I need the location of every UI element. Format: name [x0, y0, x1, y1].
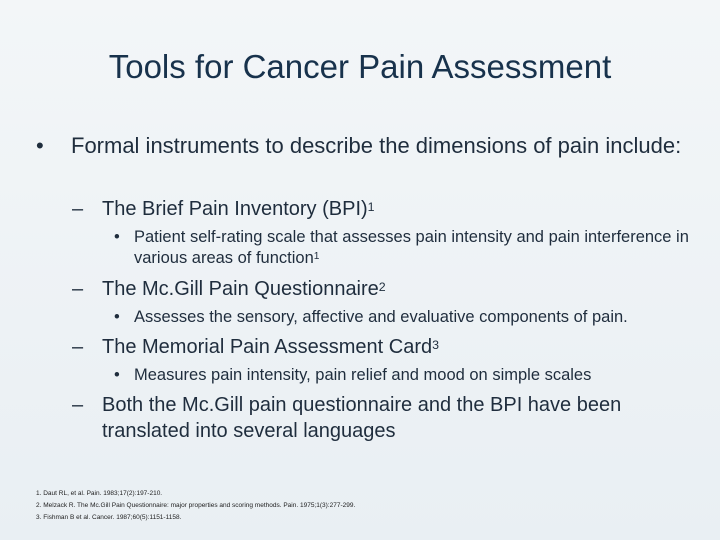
dash-marker: – [72, 394, 84, 416]
main-bullet [36, 132, 696, 159]
dash-marker: – [72, 336, 84, 358]
description-text: Measures pain intensity, pain relief and mood on simple scales [134, 366, 592, 384]
citation-superscript: 2 [378, 279, 386, 294]
citation-superscript: 1 [367, 199, 375, 214]
mcgill-description [114, 307, 694, 328]
dash-marker: – [72, 278, 84, 300]
reference-item: 3. Fishman B et al. Cancer. 1987;60(5):1151-1158. [36, 514, 182, 521]
dash-marker: – [72, 198, 84, 220]
bullet-marker: • [114, 366, 120, 384]
citation-superscript: 3 [432, 337, 440, 352]
description-text: Assesses the sensory, affective and evaluative components of pain. [134, 308, 628, 326]
instrument-mcgill [72, 276, 702, 302]
description-text: Patient self-rating scale that assesses pain intensity and pain interference in various areas of function [134, 228, 689, 267]
note-text: Both the Mc.Gill pain questionnaire and the BPI have been translated into several languages [102, 394, 622, 442]
bpi-description [114, 227, 694, 269]
slide-title: Tools for Cancer Pain Assessment [108, 48, 612, 85]
bullet-marker: • [36, 133, 44, 158]
reference-item: 1. Daut RL, et al. Pain. 1983;17(2):197-210. [36, 490, 163, 497]
instrument-label: The Mc.Gill Pain Questionnaire [102, 278, 379, 300]
instrument-bpi [72, 196, 702, 222]
instrument-label: The Memorial Pain Assessment Card [102, 336, 433, 358]
citation-superscript: 1 [313, 250, 320, 262]
references [36, 488, 355, 524]
main-bullet-text: Formal instruments to describe the dimensions of pain include: [71, 133, 682, 158]
bullet-marker: • [114, 228, 120, 246]
translation-note [72, 392, 702, 444]
reference-item: 2. Melzack R. The Mc.Gill Pain Questionnaire: major properties and scoring methods. Pain. 1975;1(3):277-299. [36, 502, 356, 509]
bullet-marker: • [114, 308, 120, 326]
instrument-label: The Brief Pain Inventory (BPI) [102, 198, 368, 220]
mpac-description [114, 365, 694, 386]
instrument-mpac [72, 334, 702, 360]
